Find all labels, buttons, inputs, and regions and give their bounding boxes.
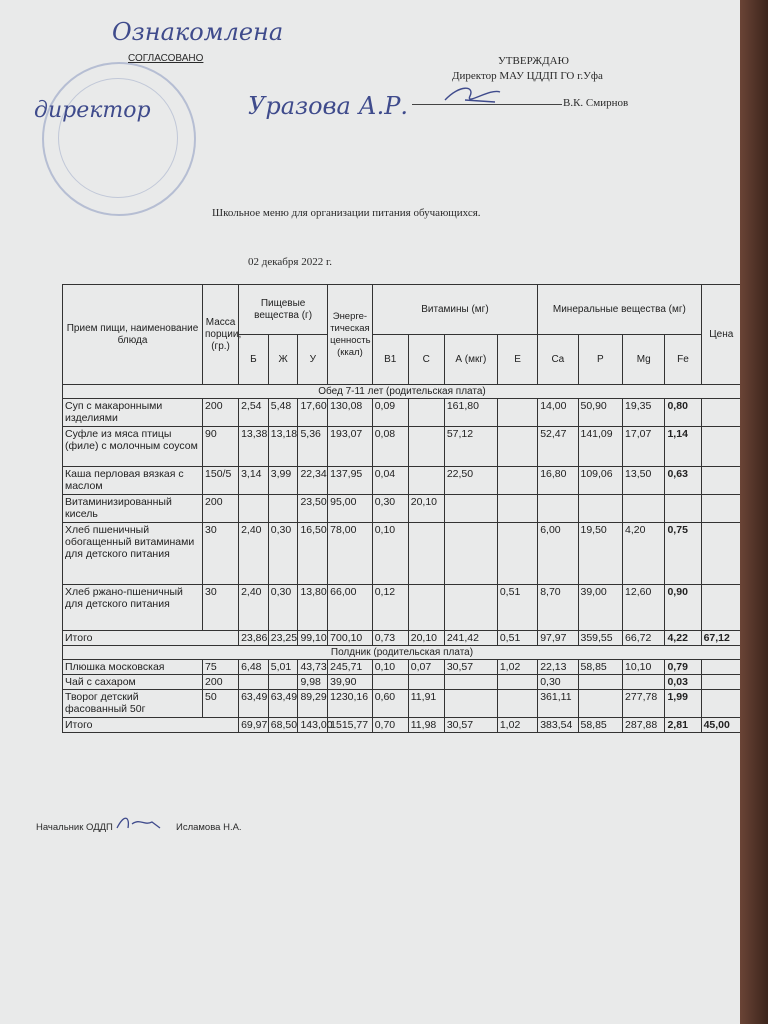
cell-mg: 19,35 — [623, 399, 665, 427]
header-name: Прием пищи, наименование блюда — [63, 285, 203, 385]
cell-b: 2,54 — [239, 399, 269, 427]
cell-price — [701, 690, 741, 718]
cell-energy: 193,07 — [328, 427, 373, 467]
cell-u: 5,36 — [298, 427, 328, 467]
cell-b — [239, 675, 269, 690]
table-row — [63, 523, 742, 585]
cell-mg: 13,50 — [623, 467, 665, 495]
cell-fe: 0,63 — [665, 467, 701, 495]
cell-p: 359,55 — [578, 631, 623, 646]
cell-energy: 95,00 — [328, 495, 373, 523]
cell-fe: 0,80 — [665, 399, 701, 427]
total-row — [63, 631, 742, 646]
cell-p: 141,09 — [578, 427, 623, 467]
cell-price — [701, 467, 741, 495]
cell-u: 13,80 — [298, 585, 328, 631]
cell-name: Суфле из мяса птицы (филе) с молочным соусом — [63, 427, 203, 467]
table-row — [63, 467, 742, 495]
cell-e: 0,51 — [497, 585, 537, 631]
document-date: 02 декабря 2022 г. — [248, 256, 332, 268]
agreed-label: СОГЛАСОВАНО — [128, 53, 204, 64]
footer-position: Начальник ОДДП — [36, 822, 113, 833]
cell-price — [701, 660, 741, 675]
cell-u: 16,50 — [298, 523, 328, 585]
table-row — [63, 690, 742, 718]
cell-b1: 0,08 — [372, 427, 408, 467]
official-stamp-inner — [58, 78, 178, 198]
cell-mg: 287,88 — [623, 718, 665, 733]
cell-mass: 30 — [203, 585, 239, 631]
cell-p — [578, 675, 623, 690]
cell-a: 30,57 — [444, 660, 497, 675]
cell-name: Итого — [63, 631, 239, 646]
cell-b1: 0,09 — [372, 399, 408, 427]
cell-e — [497, 523, 537, 585]
cell-b — [239, 495, 269, 523]
cell-a: 22,50 — [444, 467, 497, 495]
total-row — [63, 718, 742, 733]
cell-p: 109,06 — [578, 467, 623, 495]
header-u: У — [298, 335, 328, 385]
cell-energy: 137,95 — [328, 467, 373, 495]
cell-price — [701, 495, 741, 523]
cell-zh: 63,49 — [268, 690, 298, 718]
cell-u: 43,73 — [298, 660, 328, 675]
cell-b1: 0,60 — [372, 690, 408, 718]
cell-name: Хлеб пшеничный обогащенный витаминами для детского питания — [63, 523, 203, 585]
cell-a — [444, 495, 497, 523]
cell-ca: 14,00 — [538, 399, 578, 427]
cell-name: Суп с макаронными изделиями — [63, 399, 203, 427]
cell-price: 67,12 — [701, 631, 741, 646]
header-mass: Масса порции, (гр.) — [203, 285, 239, 385]
cell-p: 58,85 — [578, 660, 623, 675]
cell-b1: 0,12 — [372, 585, 408, 631]
table-row — [63, 427, 742, 467]
header-b1: B1 — [372, 335, 408, 385]
cell-price — [701, 399, 741, 427]
cell-zh: 3,99 — [268, 467, 298, 495]
cell-price: 45,00 — [701, 718, 741, 733]
cell-a: 161,80 — [444, 399, 497, 427]
cell-p: 39,00 — [578, 585, 623, 631]
header-e: Е — [497, 335, 537, 385]
cell-mass: 30 — [203, 523, 239, 585]
cell-b: 69,97 — [239, 718, 269, 733]
footer-name: Исламова Н.А. — [176, 822, 242, 833]
cell-p — [578, 690, 623, 718]
cell-fe: 4,22 — [665, 631, 701, 646]
cell-mg: 17,07 — [623, 427, 665, 467]
cell-ca: 6,00 — [538, 523, 578, 585]
cell-fe: 0,79 — [665, 660, 701, 675]
cell-b: 2,40 — [239, 523, 269, 585]
cell-e — [497, 399, 537, 427]
director-signature — [440, 82, 510, 108]
cell-b1 — [372, 675, 408, 690]
header-vitamins: Витамины (мг) — [372, 285, 538, 335]
handwritten-director: директор — [34, 98, 151, 123]
cell-u: 89,29 — [298, 690, 328, 718]
section-row — [63, 385, 742, 399]
cell-b1: 0,73 — [372, 631, 408, 646]
cell-zh: 13,18 — [268, 427, 298, 467]
cell-name: Итого — [63, 718, 239, 733]
cell-e — [497, 690, 537, 718]
document-title: Школьное меню для организации питания обучающихся. — [212, 207, 481, 219]
section-title: Обед 7-11 лет (родительская плата) — [63, 385, 742, 399]
cell-name: Творог детский фасованный 50г — [63, 690, 203, 718]
cell-b1: 0,10 — [372, 660, 408, 675]
cell-energy: 39,90 — [328, 675, 373, 690]
section-row — [63, 646, 742, 660]
cell-b: 3,14 — [239, 467, 269, 495]
cell-mg: 66,72 — [623, 631, 665, 646]
header-zh: Ж — [268, 335, 298, 385]
cell-u: 99,10 — [298, 631, 328, 646]
cell-c — [408, 467, 444, 495]
cell-fe: 0,75 — [665, 523, 701, 585]
cell-zh: 23,25 — [268, 631, 298, 646]
table-row — [63, 675, 742, 690]
header-energy: Энерге-тическая ценность (ккал) — [328, 285, 373, 385]
director-label: Директор МАУ ЦДДП ГО г.Уфа — [452, 70, 603, 82]
header-price: Цена — [701, 285, 741, 385]
cell-c: 0,07 — [408, 660, 444, 675]
cell-c: 20,10 — [408, 631, 444, 646]
cell-name: Чай с сахаром — [63, 675, 203, 690]
table-row — [63, 495, 742, 523]
handwritten-acknowledged: Ознакомлена — [112, 18, 284, 46]
cell-u: 23,50 — [298, 495, 328, 523]
cell-e — [497, 427, 537, 467]
cell-ca: 16,80 — [538, 467, 578, 495]
cell-b: 2,40 — [239, 585, 269, 631]
cell-e — [497, 675, 537, 690]
cell-fe: 1,14 — [665, 427, 701, 467]
cell-a — [444, 690, 497, 718]
cell-mass: 200 — [203, 399, 239, 427]
header-b: Б — [239, 335, 269, 385]
cell-energy: 1230,16 — [328, 690, 373, 718]
director-name: В.К. Смирнов — [563, 97, 629, 109]
table-row — [63, 399, 742, 427]
cell-b: 63,49 — [239, 690, 269, 718]
cell-a — [444, 585, 497, 631]
cell-fe — [665, 495, 701, 523]
header-mg: Mg — [623, 335, 665, 385]
cell-a — [444, 523, 497, 585]
cell-a: 57,12 — [444, 427, 497, 467]
cell-zh — [268, 675, 298, 690]
cell-mg: 12,60 — [623, 585, 665, 631]
cell-name: Каша перловая вязкая с маслом — [63, 467, 203, 495]
cell-c: 11,91 — [408, 690, 444, 718]
section-title: Полдник (родительская плата) — [63, 646, 742, 660]
cell-c — [408, 585, 444, 631]
cell-energy: 78,00 — [328, 523, 373, 585]
cell-zh: 68,50 — [268, 718, 298, 733]
cell-mass: 90 — [203, 427, 239, 467]
background-edge — [740, 0, 768, 1024]
cell-fe: 2,81 — [665, 718, 701, 733]
cell-mg — [623, 675, 665, 690]
cell-ca: 8,70 — [538, 585, 578, 631]
cell-mass: 200 — [203, 675, 239, 690]
cell-mg: 4,20 — [623, 523, 665, 585]
handwritten-name: Уразова А.Р. — [248, 92, 409, 120]
cell-fe: 1,99 — [665, 690, 701, 718]
cell-u: 17,60 — [298, 399, 328, 427]
cell-fe: 0,90 — [665, 585, 701, 631]
cell-c — [408, 427, 444, 467]
cell-name: Хлеб ржано-пшеничный для детского питания — [63, 585, 203, 631]
cell-energy: 245,71 — [328, 660, 373, 675]
cell-a: 241,42 — [444, 631, 497, 646]
cell-c: 11,98 — [408, 718, 444, 733]
table-row — [63, 585, 742, 631]
cell-ca: 22,13 — [538, 660, 578, 675]
cell-name: Плюшка московская — [63, 660, 203, 675]
cell-u: 143,00 — [298, 718, 328, 733]
cell-p: 58,85 — [578, 718, 623, 733]
cell-zh: 0,30 — [268, 523, 298, 585]
cell-e: 0,51 — [497, 631, 537, 646]
cell-ca: 52,47 — [538, 427, 578, 467]
cell-price — [701, 523, 741, 585]
cell-e: 1,02 — [497, 718, 537, 733]
cell-fe: 0,03 — [665, 675, 701, 690]
cell-zh: 0,30 — [268, 585, 298, 631]
cell-c: 20,10 — [408, 495, 444, 523]
cell-b: 23,86 — [239, 631, 269, 646]
header-p: P — [578, 335, 623, 385]
cell-u: 9,98 — [298, 675, 328, 690]
cell-mass: 50 — [203, 690, 239, 718]
cell-ca: 383,54 — [538, 718, 578, 733]
cell-b1: 0,70 — [372, 718, 408, 733]
cell-a — [444, 675, 497, 690]
cell-price — [701, 675, 741, 690]
cell-mass: 75 — [203, 660, 239, 675]
header-fe: Fe — [665, 335, 701, 385]
cell-energy: 700,10 — [328, 631, 373, 646]
cell-c — [408, 399, 444, 427]
cell-p: 19,50 — [578, 523, 623, 585]
cell-price — [701, 427, 741, 467]
cell-b: 13,38 — [239, 427, 269, 467]
cell-ca: 0,30 — [538, 675, 578, 690]
cell-p: 50,90 — [578, 399, 623, 427]
header-a: А (мкг) — [444, 335, 497, 385]
cell-ca — [538, 495, 578, 523]
cell-b1: 0,04 — [372, 467, 408, 495]
cell-zh: 5,48 — [268, 399, 298, 427]
approve-label: УТВЕРЖДАЮ — [498, 55, 569, 67]
header-c: C — [408, 335, 444, 385]
cell-zh — [268, 495, 298, 523]
cell-price — [701, 585, 741, 631]
cell-energy: 1515,77 — [328, 718, 373, 733]
cell-mass: 200 — [203, 495, 239, 523]
table-row — [63, 660, 742, 675]
cell-u: 22,34 — [298, 467, 328, 495]
cell-b: 6,48 — [239, 660, 269, 675]
cell-name: Витаминизированный кисель — [63, 495, 203, 523]
footer-signature — [114, 812, 164, 834]
cell-a: 30,57 — [444, 718, 497, 733]
cell-mass: 150/5 — [203, 467, 239, 495]
header-ca: Ca — [538, 335, 578, 385]
cell-energy: 66,00 — [328, 585, 373, 631]
cell-e — [497, 495, 537, 523]
cell-zh: 5,01 — [268, 660, 298, 675]
cell-mg: 277,78 — [623, 690, 665, 718]
cell-energy: 130,08 — [328, 399, 373, 427]
cell-mg — [623, 495, 665, 523]
cell-p — [578, 495, 623, 523]
cell-c — [408, 675, 444, 690]
cell-e: 1,02 — [497, 660, 537, 675]
cell-e — [497, 467, 537, 495]
cell-mg: 10,10 — [623, 660, 665, 675]
cell-ca: 97,97 — [538, 631, 578, 646]
cell-ca: 361,11 — [538, 690, 578, 718]
cell-b1: 0,30 — [372, 495, 408, 523]
header-nutrients: Пищевые вещества (г) — [239, 285, 328, 335]
cell-b1: 0,10 — [372, 523, 408, 585]
header-minerals: Минеральные вещества (мг) — [538, 285, 701, 335]
cell-c — [408, 523, 444, 585]
menu-table — [62, 284, 742, 733]
